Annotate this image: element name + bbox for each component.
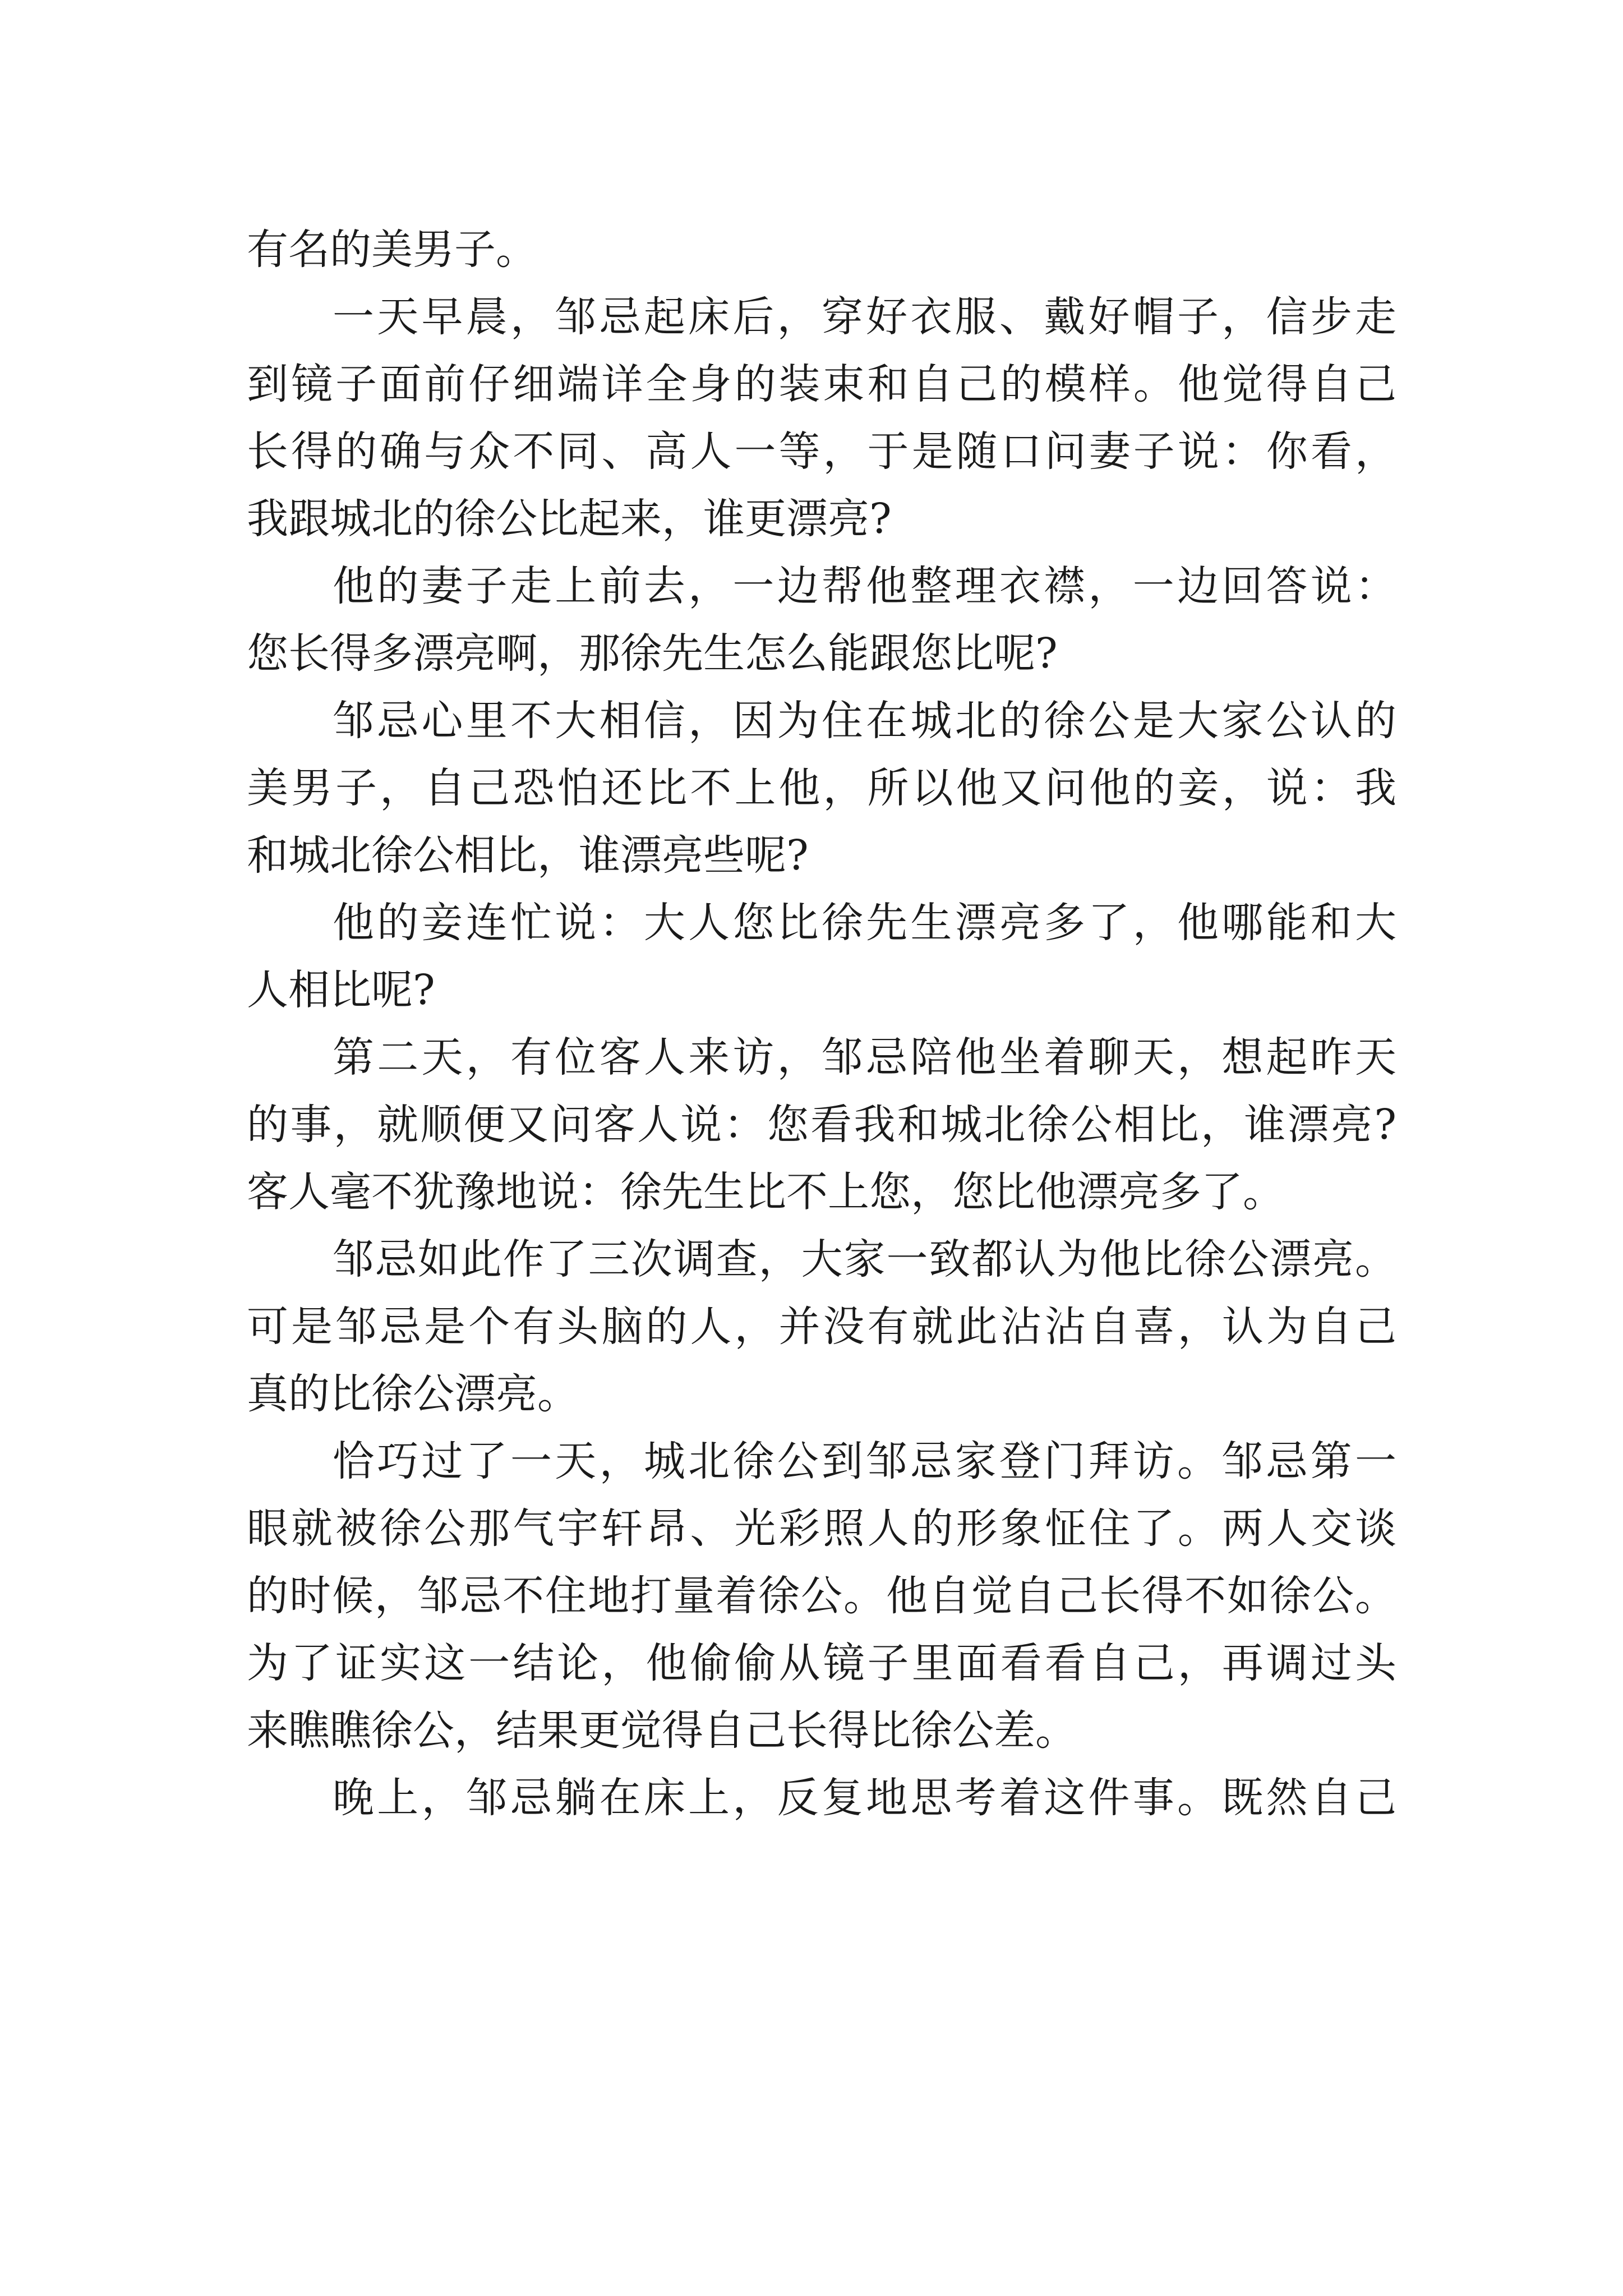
text-line: 到镜子面前仔细端详全身的装束和自己的模样。他觉得自己 — [247, 360, 1396, 408]
text-line: 您长得多漂亮啊，那徐先生怎么能跟您比呢? — [247, 629, 1058, 678]
text-line: 真的比徐公漂亮。 — [247, 1370, 579, 1418]
text-line: 客人毫不犹豫地说：徐先生比不上您，您比他漂亮多了。 — [247, 1168, 1284, 1216]
text-line: 他的妻子走上前去，一边帮他整理衣襟，一边回答说： — [333, 562, 1396, 610]
text-line: 为了证实这一结论，他偷偷从镜子里面看看自己，再调过头 — [247, 1639, 1396, 1687]
text-line: 长得的确与众不同、高人一等，于是随口问妻子说：你看， — [247, 427, 1396, 476]
text-line: 邹忌如此作了三次调查，大家一致都认为他比徐公漂亮。 — [333, 1235, 1396, 1283]
text-line: 美男子，自己恐怕还比不上他，所以他又问他的妾，说：我 — [247, 764, 1396, 812]
text-line: 有名的美男子。 — [247, 226, 537, 274]
text-line: 邹忌心里不大相信，因为住在城北的徐公是大家公认的 — [333, 697, 1396, 745]
text-line: 的事，就顺便又问客人说：您看我和城北徐公相比，谁漂亮? — [247, 1101, 1396, 1149]
text-line: 我跟城北的徐公比起来，谁更漂亮? — [247, 495, 892, 543]
text-line: 他的妾连忙说：大人您比徐先生漂亮多了，他哪能和大 — [333, 899, 1396, 947]
text-line: 恰巧过了一天，城北徐公到邹忌家登门拜访。邹忌第一 — [333, 1437, 1396, 1485]
text-line: 的时候，邹忌不住地打量着徐公。他自觉自己长得不如徐公。 — [247, 1572, 1396, 1620]
text-line: 人相比呢? — [247, 966, 435, 1014]
text-line: 一天早晨，邹忌起床后，穿好衣服、戴好帽子，信步走 — [333, 293, 1396, 341]
text-line: 晚上，邹忌躺在床上，反复地思考着这件事。既然自己 — [333, 1774, 1396, 1822]
text-line: 眼就被徐公那气宇轩昂、光彩照人的形象怔住了。两人交谈 — [247, 1504, 1396, 1553]
text-line: 和城北徐公相比，谁漂亮些呢? — [247, 831, 809, 880]
text-line: 来瞧瞧徐公，结果更觉得自己长得比徐公差。 — [247, 1706, 1077, 1755]
text-line: 可是邹忌是个有头脑的人，并没有就此沾沾自喜，认为自己 — [247, 1303, 1396, 1351]
text-line: 第二天，有位客人来访，邹忌陪他坐着聊天，想起昨天 — [333, 1033, 1396, 1082]
